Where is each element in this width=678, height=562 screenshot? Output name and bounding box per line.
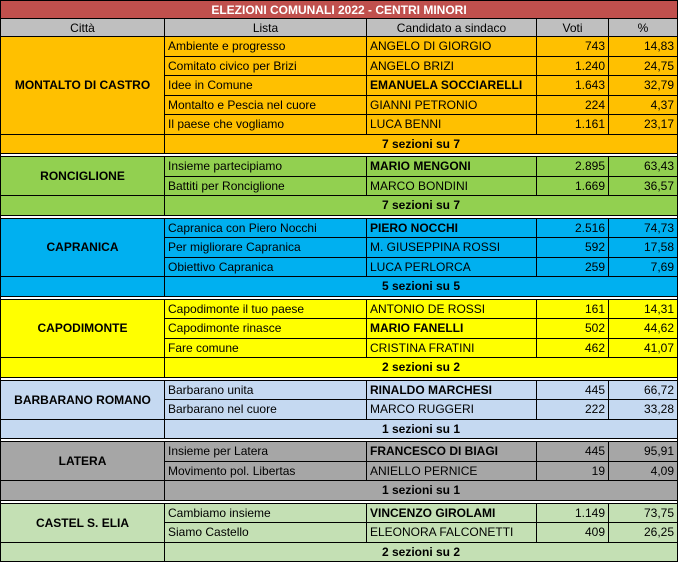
sections-row (1, 134, 678, 154)
pct-value: 23,17 (609, 115, 678, 135)
votes-value: 1.643 (537, 76, 609, 96)
header-votes: Voti (537, 19, 609, 37)
sections-row (1, 196, 678, 216)
votes-value: 1.669 (537, 176, 609, 196)
city-group-capodimonte (1, 299, 678, 377)
pct-value: 7,69 (609, 257, 678, 277)
winner-candidate-name: PIERO NOCCHI (367, 218, 537, 238)
city-group-latera (1, 442, 678, 501)
city-group-castel (1, 503, 678, 562)
list-name: Idee in Comune (165, 76, 367, 96)
city-spacer (1, 419, 165, 439)
pct-value: 36,57 (609, 176, 678, 196)
sections-count: 1 sezioni su 1 (165, 419, 678, 439)
city-spacer (1, 196, 165, 216)
sections-count: 7 sezioni su 7 (165, 196, 678, 216)
pct-value: 14,83 (609, 37, 678, 57)
sections-count: 7 sezioni su 7 (165, 134, 678, 154)
city-name: LATERA (1, 442, 165, 481)
pct-value: 32,79 (609, 76, 678, 96)
list-name: Battiti per Ronciglione (165, 176, 367, 196)
city-spacer (1, 277, 165, 297)
table-title: ELEZIONI COMUNALI 2022 - CENTRI MINORI (1, 1, 678, 19)
candidate-name: ANGELO DI GIORGIO (367, 37, 537, 57)
table-row (1, 380, 678, 400)
pct-value: 74,73 (609, 218, 678, 238)
city-spacer (1, 134, 165, 154)
list-name: Barbarano unita (165, 380, 367, 400)
table-row (1, 442, 678, 462)
city-name: MONTALTO DI CASTRO (1, 37, 165, 135)
sections-count: 2 sezioni su 2 (165, 358, 678, 378)
header-pct: % (609, 19, 678, 37)
city-name: RONCIGLIONE (1, 157, 165, 196)
candidate-name: ANTONIO DE ROSSI (367, 299, 537, 319)
header-list: Lista (165, 19, 367, 37)
table-row (1, 218, 678, 238)
votes-value: 445 (537, 442, 609, 462)
list-name: Per migliorare Capranica (165, 238, 367, 258)
city-name: CAPODIMONTE (1, 299, 165, 358)
list-name: Obiettivo Capranica (165, 257, 367, 277)
sections-count: 5 sezioni su 5 (165, 277, 678, 297)
list-name: Fare comune (165, 338, 367, 358)
pct-value: 24,75 (609, 56, 678, 76)
candidate-name: ANIELLO PERNICE (367, 461, 537, 481)
table-row (1, 37, 678, 57)
city-group-ronciglione (1, 157, 678, 216)
list-name: Capranica con Piero Nocchi (165, 218, 367, 238)
city-name: CASTEL S. ELIA (1, 503, 165, 542)
list-name: Montalto e Pescia nel cuore (165, 95, 367, 115)
votes-value: 259 (537, 257, 609, 277)
list-name: Capodimonte rinasce (165, 319, 367, 339)
table-row (1, 503, 678, 523)
pct-value: 4,37 (609, 95, 678, 115)
sections-row (1, 481, 678, 501)
header-row (1, 19, 678, 37)
votes-value: 1.240 (537, 56, 609, 76)
votes-value: 222 (537, 400, 609, 420)
winner-candidate-name: EMANUELA SOCCIARELLI (367, 76, 537, 96)
candidate-name: LUCA PERLORCA (367, 257, 537, 277)
candidate-name: MARCO RUGGERI (367, 400, 537, 420)
candidate-name: M. GIUSEPPINA ROSSI (367, 238, 537, 258)
votes-value: 1.161 (537, 115, 609, 135)
pct-value: 14,31 (609, 299, 678, 319)
list-name: Ambiente e progresso (165, 37, 367, 57)
list-name: Movimento pol. Libertas (165, 461, 367, 481)
list-name: Insieme partecipiamo (165, 157, 367, 177)
list-name: Barbarano nel cuore (165, 400, 367, 420)
votes-value: 2.516 (537, 218, 609, 238)
votes-value: 161 (537, 299, 609, 319)
candidate-name: ELEONORA FALCONETTI (367, 523, 537, 543)
list-name: Cambiamo insieme (165, 503, 367, 523)
winner-candidate-name: FRANCESCO DI BIAGI (367, 442, 537, 462)
pct-value: 95,91 (609, 442, 678, 462)
votes-value: 592 (537, 238, 609, 258)
sections-row (1, 419, 678, 439)
city-spacer (1, 542, 165, 562)
header-city: Città (1, 19, 165, 37)
list-name: Comitato civico per Brizi (165, 56, 367, 76)
city-name: CAPRANICA (1, 218, 165, 277)
sections-row (1, 358, 678, 378)
candidate-name: CRISTINA FRATINI (367, 338, 537, 358)
list-name: Insieme per Latera (165, 442, 367, 462)
pct-value: 44,62 (609, 319, 678, 339)
city-group-montalto (1, 37, 678, 154)
votes-value: 224 (537, 95, 609, 115)
list-name: Siamo Castello (165, 523, 367, 543)
city-group-capranica (1, 218, 678, 296)
pct-value: 26,25 (609, 523, 678, 543)
pct-value: 73,75 (609, 503, 678, 523)
winner-candidate-name: VINCENZO GIROLAMI (367, 503, 537, 523)
city-group-barbarano (1, 380, 678, 439)
votes-value: 502 (537, 319, 609, 339)
pct-value: 63,43 (609, 157, 678, 177)
pct-value: 41,07 (609, 338, 678, 358)
votes-value: 2.895 (537, 157, 609, 177)
candidate-name: GIANNI PETRONIO (367, 95, 537, 115)
candidate-name: LUCA BENNI (367, 115, 537, 135)
pct-value: 17,58 (609, 238, 678, 258)
votes-value: 19 (537, 461, 609, 481)
pct-value: 66,72 (609, 380, 678, 400)
votes-value: 462 (537, 338, 609, 358)
winner-candidate-name: RINALDO MARCHESI (367, 380, 537, 400)
list-name: Il paese che vogliamo (165, 115, 367, 135)
city-spacer (1, 358, 165, 378)
pct-value: 33,28 (609, 400, 678, 420)
table-row (1, 299, 678, 319)
votes-value: 445 (537, 380, 609, 400)
sections-count: 1 sezioni su 1 (165, 481, 678, 501)
sections-row (1, 542, 678, 562)
table-row (1, 157, 678, 177)
city-name: BARBARANO ROMANO (1, 380, 165, 419)
pct-value: 4,09 (609, 461, 678, 481)
sections-row (1, 277, 678, 297)
sections-count: 2 sezioni su 2 (165, 542, 678, 562)
winner-candidate-name: MARIO MENGONI (367, 157, 537, 177)
votes-value: 1.149 (537, 503, 609, 523)
votes-value: 409 (537, 523, 609, 543)
candidate-name: MARCO BONDINI (367, 176, 537, 196)
city-spacer (1, 481, 165, 501)
list-name: Capodimonte il tuo paese (165, 299, 367, 319)
candidate-name: ANGELO BRIZI (367, 56, 537, 76)
header-candidate: Candidato a sindaco (367, 19, 537, 37)
votes-value: 743 (537, 37, 609, 57)
winner-candidate-name: MARIO FANELLI (367, 319, 537, 339)
title-row (1, 1, 678, 19)
